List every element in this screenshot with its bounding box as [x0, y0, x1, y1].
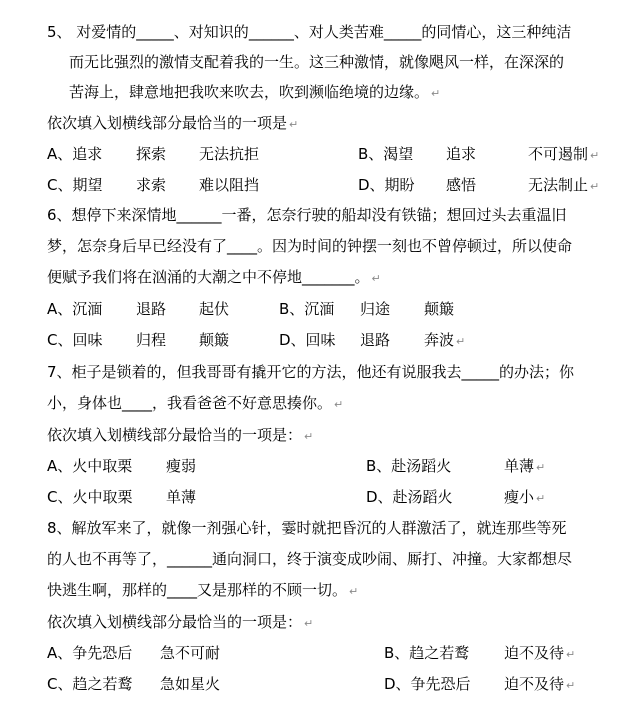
q5-line-1: 5、 对爱情的_____、对知识的______、对人类苦难_____的同情心，这三种纯洁 — [47, 23, 572, 41]
q7-line-1: 7、柜子是锁着的，但我哥哥有撬开它的方法，他还有说服我去_____的办法；你 — [47, 363, 575, 381]
paragraph-mark-icon: ↵ — [349, 585, 359, 598]
paragraph-mark-icon: ↵ — [371, 272, 381, 285]
q7-option-b: B、赴汤蹈火 — [366, 457, 452, 475]
paragraph-mark-icon: ↵ — [456, 335, 466, 348]
q8-option-d-word-2: 迫不及待 ↵ — [504, 675, 576, 693]
q6-option-b-word-3: 颠簸 — [424, 300, 455, 318]
q6-option-a: A、沉湎 — [47, 300, 103, 318]
q5-option-a: A、追求 — [47, 145, 103, 163]
paragraph-mark-icon: ↵ — [304, 617, 314, 630]
q7-option-d-word-2: 瘦小 ↵ — [504, 488, 546, 506]
q6-line-1: 6、想停下来深情地______一番，怎奈行驶的船却没有铁锚；想回过头去重温旧 — [47, 206, 567, 224]
q8-line-1: 8、解放军来了，就像一剂强心针，霎时就把昏沉的人群激活了，就连那些等死 — [47, 519, 567, 537]
q7-option-c: C、火中取栗 — [47, 488, 133, 506]
q8-option-a-word-2: 急不可耐 — [160, 644, 221, 662]
q7-line-2: 小，身体也____，我看爸爸不好意思揍你。 ↵ — [47, 394, 344, 412]
paragraph-mark-icon: ↵ — [590, 149, 600, 162]
q7-option-a-word-2: 瘦弱 — [166, 457, 197, 475]
q6-option-a-word-3: 起伏 — [199, 300, 230, 318]
q5-option-c: C、期望 — [47, 176, 103, 194]
q6-line-3: 便赋予我们将在汹涌的大潮之中不停地_______。 ↵ — [47, 268, 381, 286]
q6-option-c-word-3: 颠簸 — [199, 331, 230, 349]
q8-prompt: 依次填入划横线部分最恰当的一项是： ↵ — [47, 613, 314, 631]
q6-option-d: D、回味 — [279, 331, 336, 349]
q5-option-c-word-2: 求索 — [136, 176, 167, 194]
paragraph-mark-icon: ↵ — [304, 430, 314, 443]
q6-option-c-word-2: 归程 — [136, 331, 167, 349]
q5-line-3: 苦海上，肆意地把我吹来吹去，吹到濒临绝境的边缘。 ↵ — [69, 83, 441, 101]
q7-option-d: D、赴汤蹈火 — [366, 488, 453, 506]
paragraph-mark-icon: ↵ — [536, 492, 546, 505]
paragraph-mark-icon: ↵ — [566, 679, 576, 692]
q8-line-3: 快逃生啊，那样的____又是那样的不顾一切。 ↵ — [47, 581, 359, 599]
paragraph-mark-icon: ↵ — [590, 180, 600, 193]
q6-option-d-word-2: 退路 — [360, 331, 391, 349]
q7-prompt: 依次填入划横线部分最恰当的一项是： ↵ — [47, 426, 314, 444]
q5-option-d: D、期盼 — [358, 176, 415, 194]
q8-option-c-word-2: 急如星火 — [160, 675, 221, 693]
paragraph-mark-icon: ↵ — [289, 118, 299, 131]
q8-option-c: C、趋之若鹜 — [47, 675, 133, 693]
q5-prompt: 依次填入划横线部分最恰当的一项是 ↵ — [47, 114, 299, 132]
q7-option-a: A、火中取栗 — [47, 457, 133, 475]
q5-option-a-word-2: 探索 — [136, 145, 167, 163]
q5-line-2: 而无比强烈的激情支配着我的一生。这三种激情，就像飓风一样，在深深的 — [69, 53, 565, 71]
q8-option-b: B、趋之若鹜 — [384, 644, 470, 662]
q8-option-d: D、争先恐后 — [384, 675, 471, 693]
q6-option-b: B、沉湎 — [279, 300, 335, 318]
paragraph-mark-icon: ↵ — [334, 398, 344, 411]
q5-option-b-word-3: 不可遏制 ↵ — [528, 145, 600, 163]
q7-option-c-word-2: 单薄 — [166, 488, 197, 506]
q6-option-b-word-2: 归途 — [360, 300, 391, 318]
q5-option-c-word-3: 难以阻挡 — [199, 176, 260, 194]
q8-line-2: 的人也不再等了，______通向洞口，终于演变成吵闹、厮打、冲撞。大家都想尽 — [47, 550, 573, 568]
q8-option-a: A、争先恐后 — [47, 644, 133, 662]
q7-option-b-word-2: 单薄 ↵ — [504, 457, 546, 475]
q5-option-b: B、渴望 — [358, 145, 414, 163]
q6-option-d-word-3: 奔波 ↵ — [424, 331, 466, 349]
q5-option-d-word-2: 感悟 — [446, 176, 477, 194]
paragraph-mark-icon: ↵ — [431, 87, 441, 100]
q6-option-c: C、回味 — [47, 331, 103, 349]
q6-line-2: 梦，怎奈身后早已经没有了____。因为时间的钟摆一刻也不曾停顿过，所以使命 — [47, 237, 573, 255]
paragraph-mark-icon: ↵ — [566, 648, 576, 661]
q5-option-b-word-2: 追求 — [446, 145, 477, 163]
q8-option-b-word-2: 迫不及待 ↵ — [504, 644, 576, 662]
q5-option-a-word-3: 无法抗拒 — [199, 145, 260, 163]
paragraph-mark-icon: ↵ — [536, 461, 546, 474]
q5-option-d-word-3: 无法制止 ↵ — [528, 176, 600, 194]
q6-option-a-word-2: 退路 — [136, 300, 167, 318]
